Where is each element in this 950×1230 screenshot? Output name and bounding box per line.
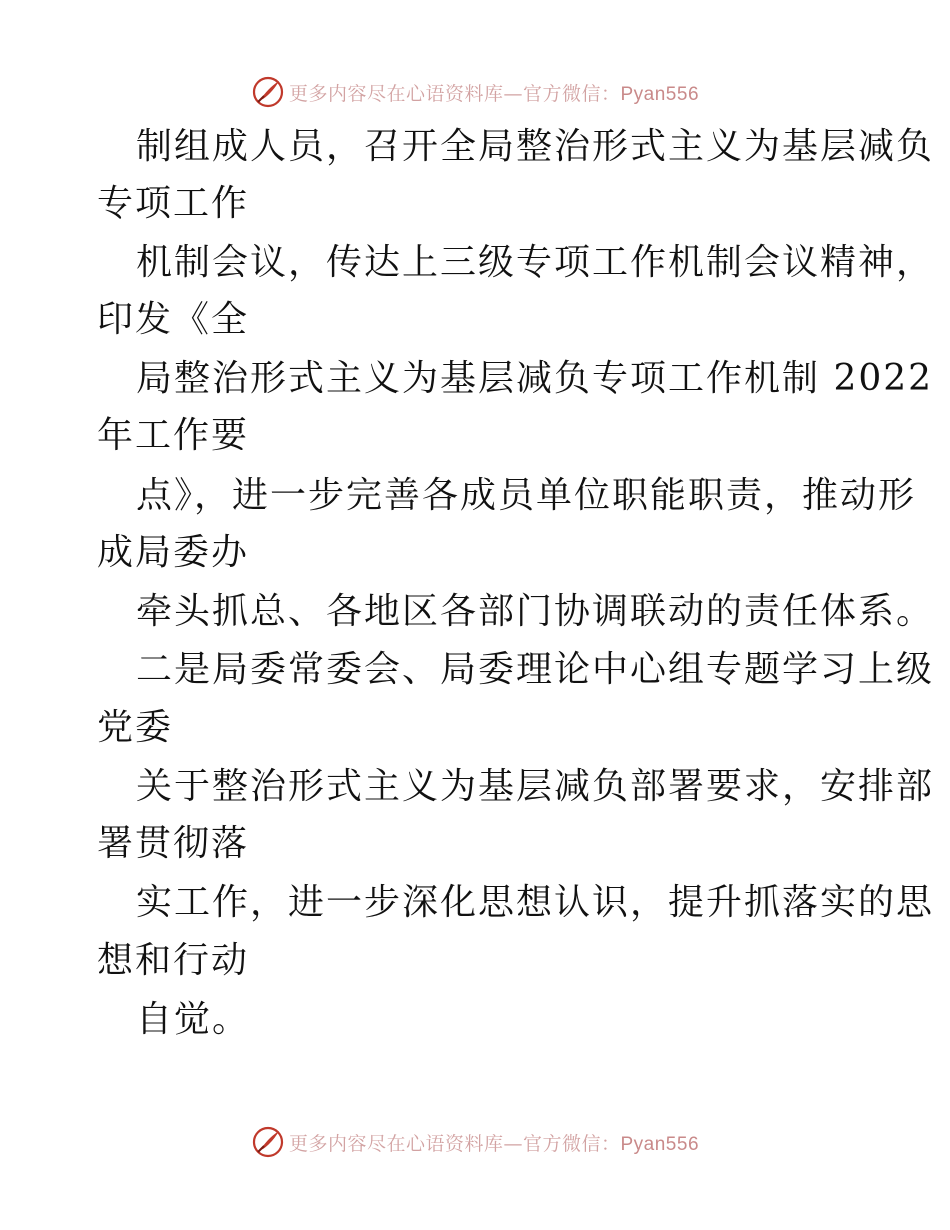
text-line: 印发《全 [97,299,250,340]
watermark-cn-text: 更多内容尽在心语资料库—官方微信： [288,1132,621,1155]
text-line: 自觉。 [136,999,251,1040]
text-line: 点》，进一步完善各成员单位职能职责，推动形 [136,475,917,516]
text-line: 二是局委常委会、局委理论中心组专题学习上级 [136,649,935,690]
text-line: 制组成人员，召开全局整治形式主义为基层减负 [136,126,935,167]
watermark-wechat-id: Pyan556 [620,83,700,105]
text-line: 成局委办 [97,532,250,573]
text-line: 署贯彻落 [97,823,250,864]
watermark-text [289,79,699,106]
text-line: 关于整治形式主义为基层减负部署要求，安排部 [136,766,935,807]
text-line: 想和行动 [97,940,250,981]
text-line: 年工作要 [97,415,250,456]
watermark-cn-text: 更多内容尽在心语资料库—官方微信： [288,82,621,105]
feather-pen-logo-icon [251,1125,285,1159]
text-line: 局整治形式主义为基层减负专项工作机制 2022 [136,358,934,399]
text-line: 专项工作 [97,183,250,224]
header-watermark [0,72,950,112]
text-line: 牵头抓总、各地区各部门协调联动的责任体系。 [136,591,935,632]
text-line: 实工作，进一步深化思想认识，提升抓落实的思 [136,882,935,923]
text-line: 党委 [97,707,174,748]
watermark-text [289,1129,699,1156]
watermark-wechat-id: Pyan556 [620,1133,700,1155]
feather-pen-logo-icon [251,75,285,109]
footer-watermark [0,1122,950,1162]
text-line: 机制会议，传达上三级专项工作机制会议精神， [136,242,935,283]
